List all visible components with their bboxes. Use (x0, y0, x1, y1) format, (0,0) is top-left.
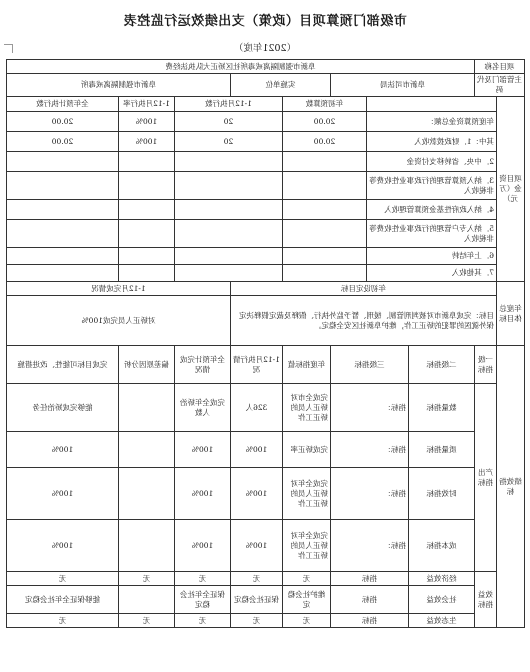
budget-cell: 20.00 (283, 132, 367, 152)
ind-progress: 100% (231, 432, 283, 468)
budget-cell (175, 265, 283, 282)
eff-reason (119, 586, 175, 614)
budget-cell (119, 248, 175, 265)
hdr-l1: 一级指标 (475, 346, 497, 384)
budget-row (6, 265, 524, 282)
budget-cell (119, 265, 175, 282)
budget-cell (175, 152, 283, 172)
eff-target: 无 (283, 572, 331, 586)
ind-forecast: 100% (175, 432, 231, 468)
ind-measures: 100% (6, 468, 118, 520)
eff-l2: 社会效益 (409, 586, 475, 614)
dept-value: 阜新市司法局 (331, 74, 475, 97)
goals-header-row (6, 282, 524, 296)
indicators-side-label: 绩效指标 (497, 346, 525, 628)
budget-row-label: 5．纳入专户管理的行政事业性收费等非税收入 (367, 220, 497, 248)
budget-row-label: 7．其他收入 (367, 265, 497, 282)
eff-measures: 无 (6, 572, 118, 586)
budget-col-rate: 1-12月执行率 (119, 97, 175, 112)
ind-l3: 指标： (331, 468, 409, 520)
ind-measures: 能够完成矫治任务 (6, 384, 118, 432)
ind-l2: 质量指标 (409, 432, 475, 468)
budget-cell (283, 220, 367, 248)
budget-col-executed: 1-12月执行数 (175, 97, 283, 112)
ind-l3: 指标： (331, 432, 409, 468)
goals-progress-header: 1-12月完成情况 (6, 282, 230, 296)
ind-progress: 100% (231, 468, 283, 520)
hdr-forecast: 全年预计完成情况 (175, 346, 231, 384)
ind-reason (119, 384, 175, 432)
ind-target: 完成全市对矫正人员的矫正工作 (283, 384, 331, 432)
ind-target: 完成全年对矫正人员的矫正工作 (283, 520, 331, 572)
effect-label: 效益指标 (475, 572, 497, 628)
budget-cell: 100% (119, 132, 175, 152)
budget-col-forecast: 全年预计执行数 (6, 97, 118, 112)
effect-row (6, 572, 524, 586)
eff-l3: 指标 (331, 586, 409, 614)
ind-progress: 326人 (231, 384, 283, 432)
corner-mark-icon (4, 44, 13, 53)
project-name-label: 项目名称 (475, 60, 525, 74)
goals-body-row (6, 296, 524, 346)
budget-cell (119, 220, 175, 248)
budget-cell (283, 152, 367, 172)
goals-progress-text: 对矫正人员完成100% (6, 296, 230, 346)
ind-reason (119, 468, 175, 520)
eff-progress: 保证社会稳定 (231, 586, 283, 614)
dept-label: 主管部门及代码 (475, 74, 525, 97)
row-dept (6, 74, 524, 97)
budget-cell (175, 172, 283, 200)
eff-l3: 指标 (331, 572, 409, 586)
budget-cell (283, 265, 367, 282)
budget-label-header (367, 97, 497, 112)
budget-cell: 20.00 (6, 112, 118, 132)
ind-l2: 时效指标 (409, 468, 475, 520)
project-name-value: 阜新市强制隔离戒毒所社区矫正大队执法经费 (6, 60, 474, 74)
budget-cell (6, 265, 118, 282)
hdr-target: 年度指标值 (283, 346, 331, 384)
budget-cell (283, 200, 367, 220)
eff-forecast: 保证全年社会稳定 (175, 586, 231, 614)
budget-cell (175, 220, 283, 248)
eff-reason: 无 (119, 614, 175, 628)
indicators-header-row (6, 346, 524, 384)
eff-measures: 无 (6, 614, 118, 628)
budget-header-row (6, 97, 524, 112)
effect-row (6, 614, 524, 628)
eff-l3: 指标 (331, 614, 409, 628)
indicator-row (6, 520, 524, 572)
budget-cell (6, 172, 118, 200)
hdr-measures: 完成目标可能性、改进措施 (6, 346, 118, 384)
impl-label: 实施单位 (231, 74, 331, 97)
ind-forecast: 100% (175, 520, 231, 572)
budget-row-label: 年度预算资金总额： (367, 112, 497, 132)
indicator-row (6, 384, 524, 432)
eff-target: 无 (283, 614, 331, 628)
eff-forecast: 无 (175, 614, 231, 628)
budget-cell (119, 200, 175, 220)
budget-row (6, 132, 524, 152)
eff-forecast: 无 (175, 572, 231, 586)
indicator-row (6, 432, 524, 468)
budget-row-label: 4．纳入政府性基金预算管理收入 (367, 200, 497, 220)
budget-row-label: 6．上年结转 (367, 248, 497, 265)
ind-forecast: 完成全年矫治人数 (175, 384, 231, 432)
budget-row (6, 172, 524, 200)
budget-cell: 20 (175, 132, 283, 152)
budget-col-initial: 年初预算数 (283, 97, 367, 112)
eff-measures: 能够保证全年社会稳定 (6, 586, 118, 614)
budget-row (6, 152, 524, 172)
budget-cell (6, 220, 118, 248)
budget-row-label: 2．中央、省转移支付资金 (367, 152, 497, 172)
budget-cell: 20.00 (283, 112, 367, 132)
goals-initial-header: 年初设定目标 (231, 282, 497, 296)
ind-l3: 指标： (331, 520, 409, 572)
budget-cell (119, 152, 175, 172)
ind-reason (119, 432, 175, 468)
budget-side-label: 项目资金（万元） (497, 97, 525, 282)
budget-row (6, 200, 524, 220)
ind-l3: 指标： (331, 384, 409, 432)
budget-cell: 20 (175, 112, 283, 132)
hdr-reason: 偏差原因分析 (119, 346, 175, 384)
output-label: 产出指标 (475, 384, 497, 572)
ind-l2: 数量指标 (409, 384, 475, 432)
ind-measures: 100% (6, 432, 118, 468)
budget-cell: 20.00 (6, 132, 118, 152)
budget-cell (175, 248, 283, 265)
eff-target: 维护社会稳定 (283, 586, 331, 614)
document-year: （2021年度） (233, 43, 297, 54)
budget-cell (6, 248, 118, 265)
ind-l2: 成本指标 (409, 520, 475, 572)
budget-cell: 100% (119, 112, 175, 132)
budget-row-label: 3．纳入预算管理的行政事业性收费等非税收入 (367, 172, 497, 200)
budget-cell (283, 172, 367, 200)
eff-progress: 无 (231, 614, 283, 628)
budget-cell (119, 172, 175, 200)
budget-cell (175, 200, 283, 220)
ind-forecast: 100% (175, 468, 231, 520)
eff-l2: 生态效益 (409, 614, 475, 628)
indicator-row (6, 468, 524, 520)
goals-initial-text: 目标：完成阜新市对被判刑管制、缓刑、暂予监外执行、假释及裁定假释决定保外就医的罪犯的矫正工作，维护阜新社区安全稳定。 (231, 296, 497, 346)
budget-row (6, 220, 524, 248)
budget-cell (6, 152, 118, 172)
row-project-name (6, 60, 524, 74)
budget-cell (283, 248, 367, 265)
hdr-l3: 三级指标 (331, 346, 409, 384)
budget-cell (6, 200, 118, 220)
hdr-progress: 1-12月执行情况 (231, 346, 283, 384)
goals-side-label: 年度总体目标 (497, 282, 525, 346)
budget-row-label: 其中：1．财政拨款收入 (367, 132, 497, 152)
document-title: 市级部门预算项目（政策）支出绩效运行监控表 (123, 14, 407, 29)
eff-reason: 无 (119, 572, 175, 586)
hdr-l2: 二级指标 (409, 346, 475, 384)
eff-progress: 无 (231, 572, 283, 586)
impl-value: 阜新市强制隔离戒毒所 (6, 74, 230, 97)
ind-reason (119, 520, 175, 572)
ind-progress: 100% (231, 520, 283, 572)
ind-target: 完成矫正率 (283, 432, 331, 468)
ind-measures: 100% (6, 520, 118, 572)
ind-target: 完成全年对矫正人员的矫正工作 (283, 468, 331, 520)
effect-row (6, 586, 524, 614)
budget-row (6, 248, 524, 265)
monitoring-table (6, 59, 525, 628)
budget-row (6, 112, 524, 132)
eff-l2: 经济效益 (409, 572, 475, 586)
